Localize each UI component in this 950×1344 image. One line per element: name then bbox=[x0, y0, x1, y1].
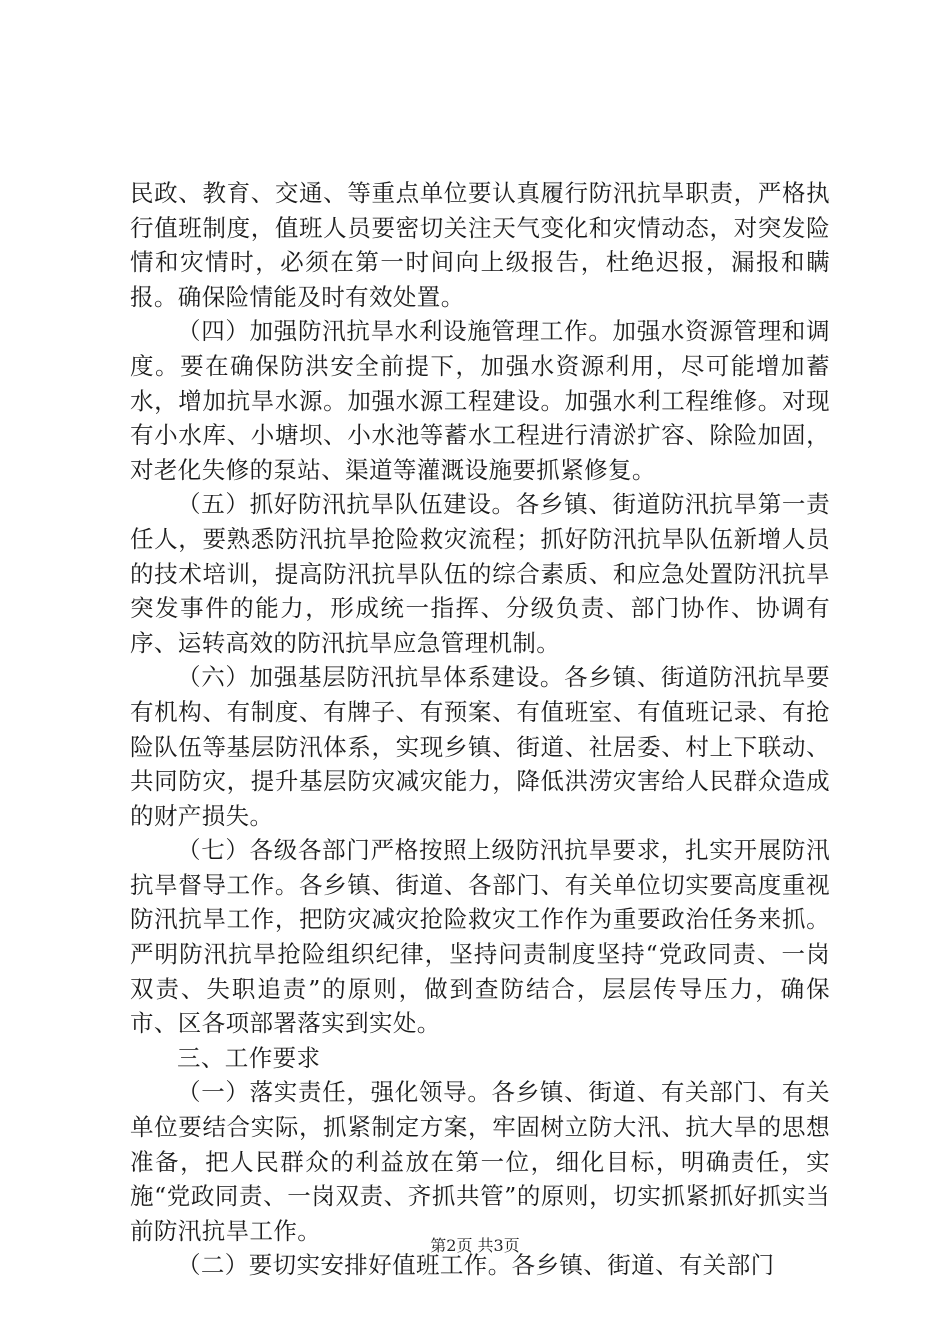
paragraph-requirement-1: （一）落实责任，强化领导。各乡镇、街道、有关部门、有关单位要结合实际，抓紧制定方案，牢固树立防大汛、抗大旱的思想准备，把人民群众的利益放在第一位，细化目标，明确责任，实施“党政同责、一岗双责、齐抓共管”的原则，切实抓紧抓好抓实当前防汛抗旱工作。 bbox=[130, 1078, 830, 1245]
paragraph-section-7: （七）各级各部门严格按照上级防汛抗旱要求，扎实开展防汛抗旱督导工作。各乡镇、街道、各部门、有关单位切实要高度重视防汛抗旱工作，把防灾减灾抢险救灾工作作为重要政治任务来抓。严明防汛抗旱抢险组织纪律，坚持问责制度坚持“党政同责、一岗双责、失职追责”的原则，做到查防结合，层层传导压力，确保市、区各项部署落实到实处。 bbox=[130, 836, 830, 1038]
paragraph-section-6: （六）加强基层防汛抗旱体系建设。各乡镇、街道防汛抗旱要有机构、有制度、有牌子、有预案、有值班室、有值班记录、有抢险队伍等基层防汛体系，实现乡镇、街道、社居委、村上下联动、共同防灾，提升基层防灾减灾能力，降低洪涝灾害给人民群众造成的财产损失。 bbox=[130, 663, 830, 830]
paragraph-section-4: （四）加强防汛抗旱水利设施管理工作。加强水资源管理和调度。要在确保防洪安全前提下，加强水资源利用，尽可能增加蓄水，增加抗旱水源。加强水源工程建设。加强水利工程维修。对现有小水库、小塘坝、小水池等蓄水工程进行清淤扩容、除险加固，对老化失修的泵站、渠道等灌溉设施要抓紧修复。 bbox=[130, 317, 830, 484]
page-number-footer: 第2页 共3页 bbox=[430, 1236, 520, 1255]
paragraph-continuation: 民政、教育、交通、等重点单位要认真履行防汛抗旱职责，严格执行值班制度，值班人员要密切关注天气变化和灾情动态，对突发险情和灾情时，必须在第一时间向上级报告，杜绝迟报，漏报和瞒报。确保险情能及时有效处置。 bbox=[130, 179, 830, 311]
paragraph-section-5: （五）抓好防汛抗旱队伍建设。各乡镇、街道防汛抗旱第一责任人，要熟悉防汛抗旱抢险救灾流程；抓好防汛抗旱队伍新增人员的技术培训，提高防汛抗旱队伍的综合素质、和应急处置防汛抗旱突发事件的能力，形成统一指挥、分级负责、部门协作、协调有序、运转高效的防汛抗旱应急管理机制。 bbox=[130, 490, 830, 657]
paragraph-requirement-2: （二）要切实安排好值班工作。各乡镇、街道、有关部门 bbox=[177, 1251, 775, 1280]
document-body bbox=[130, 176, 830, 1283]
section-heading-requirements: 三、工作要求 bbox=[177, 1043, 321, 1072]
